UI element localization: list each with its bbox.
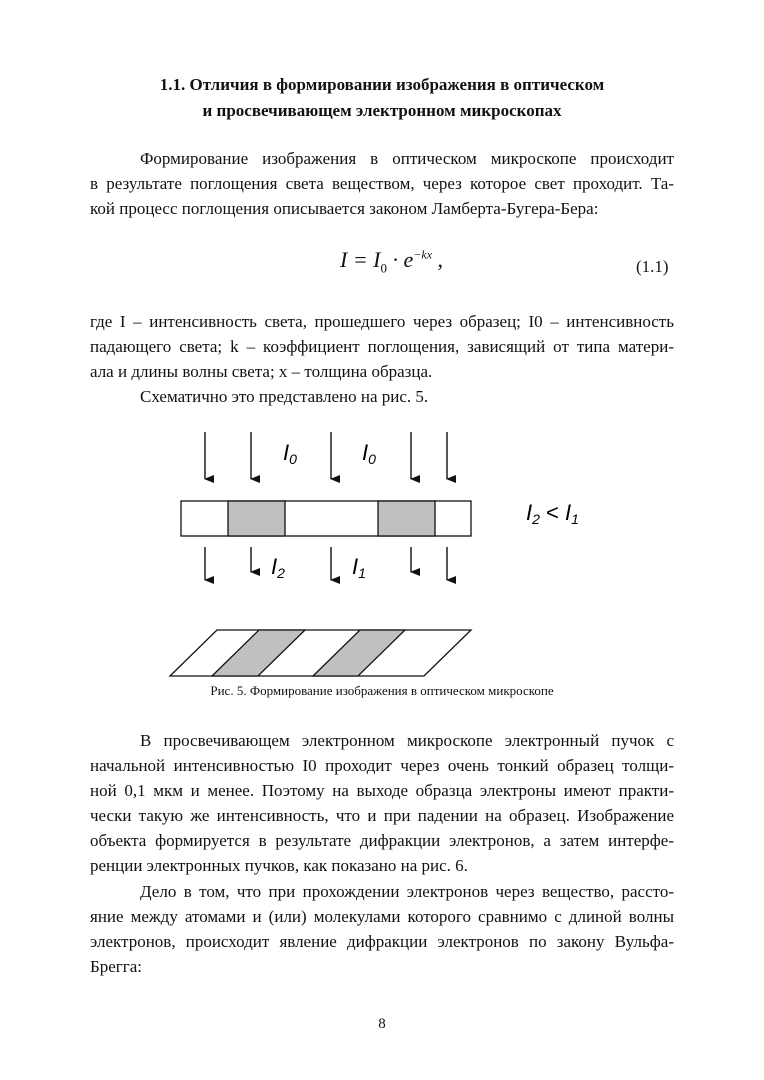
paragraph-line: кой процесс поглощения описывается законом Ламберта-Бугера-Бера: [90,199,599,218]
paragraph-line: падающего света; k – коэффициент поглощения, зависящий от типа матери- [90,337,674,356]
label-intensity-relation: I2 < I1 [526,500,579,527]
paragraph-line: объекта формируется в результате дифракции электронов, а затем интерфе- [90,831,674,850]
paragraph-5 [90,879,674,979]
heading-line-1: 1.1. Отличия в формировании изображения в оптическом [159,75,605,94]
formula-tail: , [432,247,444,272]
label-i1: I1 [352,554,366,581]
image-strip [170,630,471,676]
paragraph-line: В просвечивающем электронном микроскопе электронный пучок с [140,731,674,750]
paragraph-4 [90,728,674,878]
formula-exponent: −kx [413,247,433,262]
formula-lhs: I = I [340,247,381,272]
paragraph-line: яние между атомами и (или) молекулами которого сравнимо с длиной волны [90,907,674,926]
absorbing-region [378,501,435,536]
page-number: 8 [378,1016,386,1032]
incident-arrows [205,432,447,479]
formula-sub: 0 [380,260,387,276]
paragraph-line: чески такую же интенсивность, что и при падении на образец. Изображение [90,806,674,825]
absorbing-region [228,501,285,536]
paragraph-line: Дело в том, что при прохождении электронов через вещество, рассто- [140,882,674,901]
paragraph-line: ной 0,1 мкм и менее. Поэтому на выходе образца электроны имеют практи- [90,781,674,800]
paragraph-line: где I – интенсивность света, прошедшего через образец; I0 – интенсивность [90,312,674,331]
paragraph-line: в результате поглощения света веществом, через которое свет проходит. Та- [90,174,674,193]
paragraph-line: начальной интенсивностью I0 проходит через очень тонкий образец толщи- [90,756,674,775]
sample-bar [181,501,471,536]
paragraph-line: ала и длины волны света; x – толщина образца. [90,362,433,381]
label-i0-right: I0 [362,440,376,467]
label-i2: I2 [271,554,285,581]
paragraph-line: Формирование изображения в оптическом микроскопе происходит [140,149,674,168]
paragraph-line: Брегга: [90,957,143,976]
equation-number: (1.1) [636,257,669,276]
transmitted-arrows [205,547,447,580]
formula-mid: · e [387,247,414,272]
figure-caption: Рис. 5. Формирование изображения в оптическом микроскопе [210,683,554,698]
label-i0-left: I0 [283,440,297,467]
heading-line-2: и просвечивающем электронном микроскопах [202,101,562,120]
paragraph-line: электронов, происходит явление дифракции электронов по закону Вульфа- [90,932,674,951]
paragraph-line: ренции электронных пучков, как показано на рис. 6. [90,856,468,875]
paragraph-line: Схематично это представлено на рис. 5. [140,387,429,406]
